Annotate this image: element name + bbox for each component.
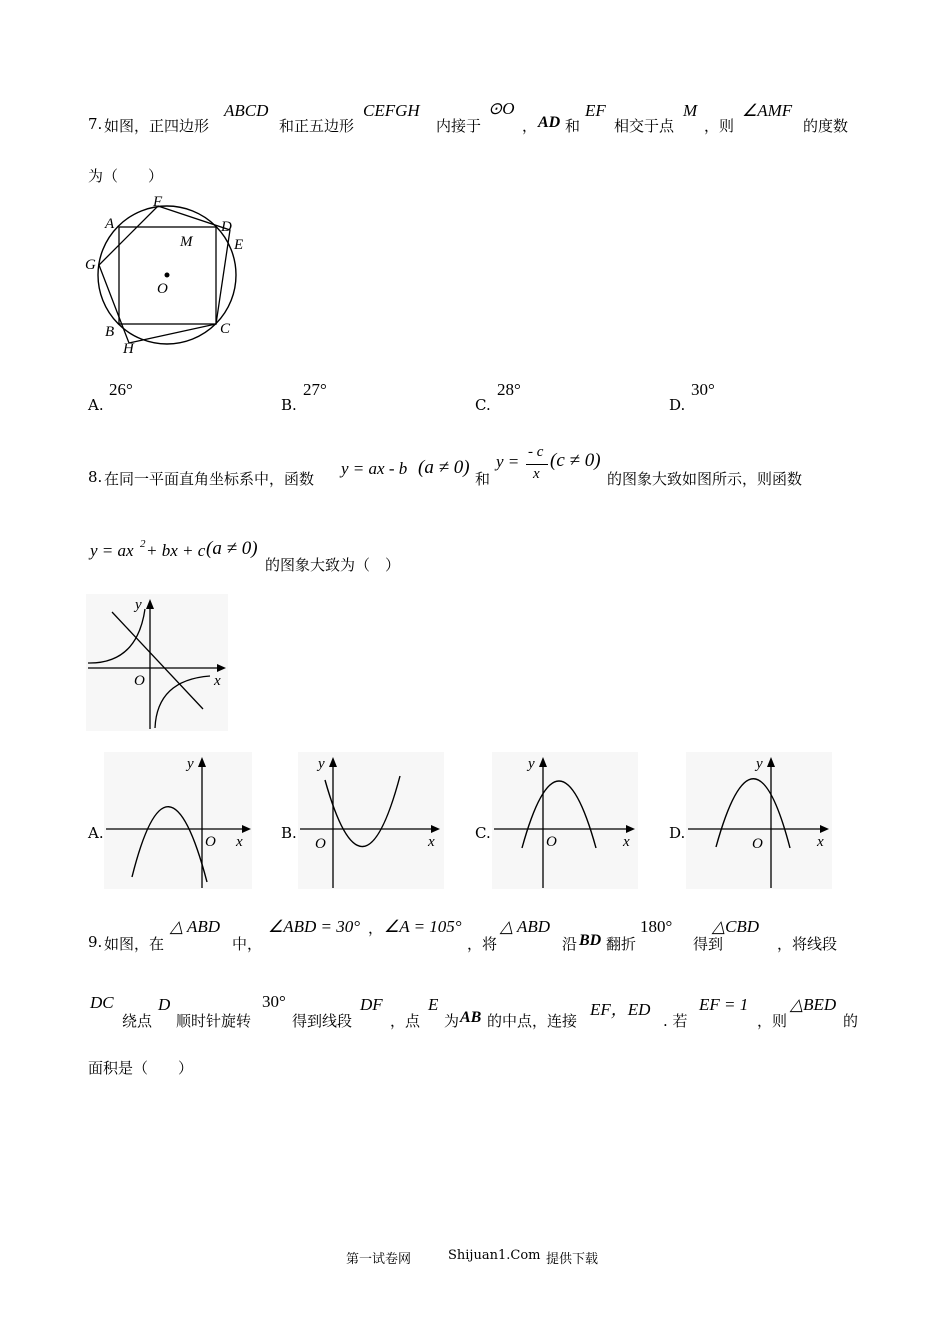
q9-math-tri-bed: △BED [790, 995, 837, 1014]
q7-math-ad: AD [538, 114, 561, 131]
q8-b-x-label: x [428, 834, 435, 850]
q9-text-6: 翻折 [606, 935, 637, 953]
q9-text-11: 得到线段 [292, 1012, 353, 1030]
q8-text-3: 的图象大致如图所示，则函数 [607, 470, 803, 488]
q8-c-x-label: x [623, 834, 630, 850]
q8-math-linear: y = ax - b [341, 459, 408, 478]
fig7-label-h: H [123, 341, 134, 357]
q8-b-origin-label: O [315, 836, 326, 852]
q8-text-4: 的图象大致为（ ） [265, 556, 401, 574]
fig7-label-e: E [234, 237, 244, 253]
q7-figure-inscribed-polygons [80, 188, 260, 358]
footer-left-text: 第一试卷网 [346, 1252, 412, 1267]
q7-option-c-value[interactable]: 28° [497, 380, 521, 399]
q9-text-8: ，将线段 [777, 935, 838, 953]
q9-math-tri-abd-2: △ ABD [500, 917, 551, 936]
q9-math-e: E [428, 995, 439, 1014]
q8-c-y-label: y [528, 756, 535, 772]
fig7-label-a: A [105, 216, 115, 232]
q8-math-recip-num: - c [528, 444, 544, 460]
q7-text-6: 相交于点 [614, 117, 675, 135]
footer-right-text: 提供下载 [546, 1252, 599, 1267]
q8-number: 8. [88, 468, 103, 486]
q8-d-x-label: x [817, 834, 824, 850]
fig7-label-g: G [85, 257, 96, 273]
q7-text-8: 的度数 [803, 117, 849, 135]
q9-text-13: 为 [444, 1012, 460, 1030]
q9-text-17: 的 [843, 1012, 859, 1030]
q8-text-1: 在同一平面直角坐标系中，函数 [104, 470, 315, 488]
fig7-label-f: F [153, 194, 163, 210]
fig7-label-o: O [157, 281, 168, 297]
q9-math-d: D [158, 995, 171, 1014]
q8-given-origin-label: O [134, 673, 145, 689]
q8-math-linear-cond: (a ≠ 0) [418, 457, 470, 478]
q9-math-bd: BD [579, 932, 602, 949]
q9-text-2: 中， [232, 935, 263, 953]
q7-text-1: 如图，正四边形 [104, 117, 210, 135]
q7-option-c-letter[interactable]: C. [475, 396, 491, 414]
q8-math-recip-den: x [533, 466, 540, 482]
q9-math-angle-abd: ∠ABD = 30° [268, 917, 361, 936]
q7-math-angle-amf: ∠AMF [742, 101, 793, 120]
q8-option-a-graph[interactable] [104, 752, 254, 890]
q8-option-b-letter[interactable]: B. [281, 824, 297, 842]
q9-text-4: ，将 [467, 935, 498, 953]
q8-c-origin-label: O [546, 834, 557, 850]
q8-option-c-graph[interactable] [492, 752, 640, 890]
q9-text-1: 如图，在 [104, 935, 165, 953]
q7-option-b-value[interactable]: 27° [303, 380, 327, 399]
q9-math-dc: DC [90, 993, 114, 1012]
q8-math-recip-cond: (c ≠ 0) [550, 450, 601, 471]
q7-option-d-value[interactable]: 30° [691, 380, 715, 399]
q7-option-a-letter[interactable]: A. [88, 396, 104, 414]
q8-a-x-label: x [236, 834, 243, 850]
q8-d-origin-label: O [752, 836, 763, 852]
q9-text-14: 的中点，连接 [487, 1012, 578, 1030]
q9-math-tri-cbd: △CBD [712, 917, 760, 936]
q9-text-16: ，则 [757, 1012, 788, 1030]
q7-text-5: 和 [565, 117, 581, 135]
q9-text-3: ， [368, 919, 384, 937]
q8-text-2: 和 [475, 470, 491, 488]
q9-math-ef-ed: EF，ED [590, 1000, 651, 1019]
q8-option-c-letter[interactable]: C. [475, 824, 491, 842]
q7-text-3: 内接于 [436, 117, 482, 135]
q9-math-ab: AB [460, 1009, 482, 1026]
fig7-label-m: M [180, 234, 193, 250]
q8-d-y-label: y [756, 756, 763, 772]
q9-text-7: 得到 [693, 935, 724, 953]
q7-option-d-letter[interactable]: D. [669, 396, 686, 414]
q8-math-recip-lhs: y = [496, 452, 520, 471]
q7-text-9: 为（ ） [88, 167, 164, 185]
q9-math-tri-abd: △ ABD [170, 917, 221, 936]
q8-math-quad-cond: (a ≠ 0) [206, 538, 258, 559]
q7-math-m: M [683, 101, 698, 120]
q9-text-9: 绕点 [122, 1012, 153, 1030]
q8-fraction-bar [526, 464, 548, 465]
q7-math-abcd: ABCD [224, 101, 269, 120]
q9-text-12: ，点 [390, 1012, 421, 1030]
q8-given-y-label: y [135, 597, 142, 613]
q8-option-a-letter[interactable]: A. [88, 824, 104, 842]
q7-text-4: ， [522, 117, 538, 135]
q8-b-y-label: y [318, 756, 325, 772]
q9-math-ef-eq-1: EF = 1 [699, 995, 749, 1014]
q9-math-180: 180° [640, 917, 673, 936]
q8-given-figure [86, 594, 228, 731]
q7-number: 7. [88, 115, 103, 133]
q7-text-7: ，则 [704, 117, 735, 135]
q7-math-ef: EF [585, 101, 606, 120]
fig7-label-d: D [221, 219, 232, 235]
q9-number: 9. [88, 933, 103, 951]
q8-math-quad-b: + bx + c [146, 541, 206, 560]
q9-math-30: 30° [262, 992, 286, 1011]
q8-given-x-label: x [214, 673, 221, 689]
q7-text-2: 和正五边形 [279, 117, 355, 135]
q9-text-15: . 若 [663, 1012, 688, 1030]
q9-text-18: 面积是（ ） [88, 1059, 194, 1077]
q8-math-quad-sup: 2 [140, 538, 146, 550]
q8-option-d-graph[interactable] [686, 752, 834, 890]
q9-math-angle-a: ∠A = 105° [384, 917, 462, 936]
q8-a-y-label: y [187, 756, 194, 772]
q8-option-b-graph[interactable] [298, 752, 446, 890]
fig7-label-c: C [220, 321, 231, 337]
q8-a-origin-label: O [205, 834, 216, 850]
q9-math-df: DF [360, 995, 383, 1014]
q9-text-10: 顺时针旋转 [176, 1012, 252, 1030]
q8-option-d-letter[interactable]: D. [669, 824, 686, 842]
q7-option-b-letter[interactable]: B. [281, 396, 297, 414]
q8-math-quad-a: y = ax [90, 541, 134, 560]
q7-math-cefgh: CEFGH [363, 101, 420, 120]
q7-option-a-value[interactable]: 26° [109, 380, 133, 399]
fig7-label-b: B [105, 324, 115, 340]
footer-site-link[interactable]: Shijuan1.Com [448, 1248, 541, 1263]
q9-text-5: 沿 [562, 935, 578, 953]
q7-math-circle-o: ⊙O [488, 99, 515, 118]
